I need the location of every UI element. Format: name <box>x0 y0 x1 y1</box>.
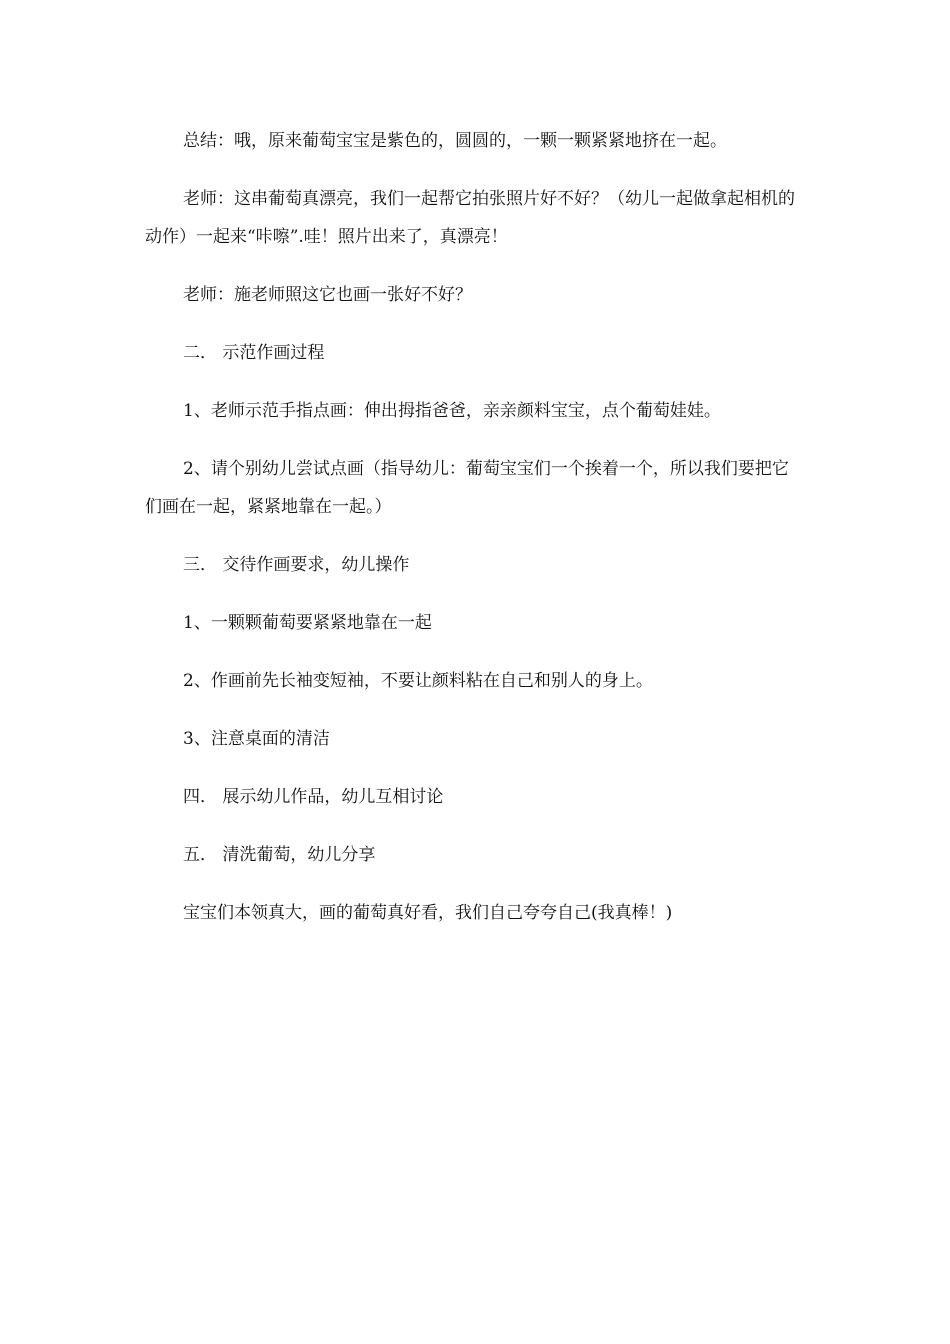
list-item-3-2: 2、作画前先长袖变短袖，不要让颜料粘在自己和别人的身上。 <box>183 671 653 691</box>
section-heading-4: 四． 展示幼儿作品，幼儿互相讨论 <box>183 787 444 807</box>
paragraph-teacher-photo: 老师：这串葡萄真漂亮，我们一起帮它拍张照片好不好？（幼儿一起做拿起相机的动作）一起来“咔嚓”.哇！照片出来了，真漂亮！ <box>145 189 795 247</box>
document-body <box>145 122 805 952</box>
list-item-3-1: 1、一颗颗葡萄要紧紧地靠在一起 <box>183 613 432 633</box>
section-heading-5: 五． 清洗葡萄，幼儿分享 <box>183 845 376 865</box>
paragraph-summary: 总结：哦，原来葡萄宝宝是紫色的，圆圆的，一颗一颗紧紧地挤在一起。 <box>183 131 727 151</box>
list-item-2-1: 1、老师示范手指点画：伸出拇指爸爸，亲亲颜料宝宝，点个葡萄娃娃。 <box>183 401 721 421</box>
paragraph-closing: 宝宝们本领真大，画的葡萄真好看，我们自己夸夸自己(我真棒！) <box>183 903 673 923</box>
list-item-3-3: 3、注意桌面的清洁 <box>183 729 330 749</box>
section-heading-2: 二． 示范作画过程 <box>183 343 325 363</box>
paragraph-teacher-draw: 老师：施老师照这它也画一张好不好？ <box>183 285 472 305</box>
list-item-2-2: 2、请个别幼儿尝试点画（指导幼儿：葡萄宝宝们一个挨着一个，所以我们要把它们画在一起，紧紧地靠在一起。） <box>145 459 789 517</box>
section-heading-3: 三． 交待作画要求，幼儿操作 <box>183 555 410 575</box>
